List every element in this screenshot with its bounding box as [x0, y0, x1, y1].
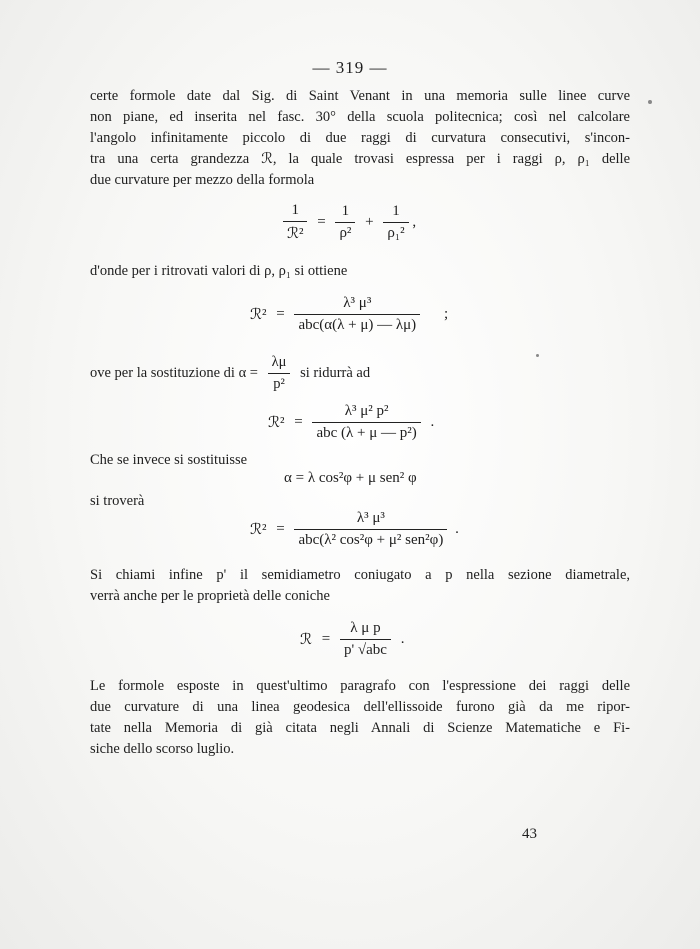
numerator: λ μ p: [350, 620, 381, 636]
denominator: ℛ²: [283, 221, 307, 243]
numerator: 1: [341, 203, 350, 219]
punctuation: ;: [443, 306, 449, 322]
text-line: Che se invece si sostituisse: [90, 452, 248, 468]
paragraph-instead: [90, 450, 630, 471]
equation-4: α = λ cos²φ + μ sen² φ: [284, 470, 417, 486]
equation-5: [250, 510, 459, 549]
plus-sign: +: [365, 214, 374, 230]
equals-sign: =: [294, 414, 303, 430]
denominator: ρ²: [335, 222, 355, 242]
fraction: [340, 620, 391, 659]
paragraph-intro: [90, 86, 630, 191]
text-line: si troverà: [90, 493, 145, 509]
numerator: λ³ μ³: [356, 510, 385, 526]
text-line: Le formole esposte in quest'ultimo paragrafo con l'espressione dei raggi delle: [90, 678, 630, 694]
paragraph-conclusion: [90, 676, 630, 760]
text-fragment: ove per la sostituzione di α =: [90, 365, 258, 381]
print-speck: [648, 100, 652, 104]
text-line: d'onde per i ritrovati valori di ρ, ρ₁ si ottiene: [90, 263, 348, 279]
fraction: [294, 510, 447, 549]
fraction: [268, 354, 291, 393]
numerator: λμ: [271, 354, 287, 370]
equation-2: [250, 295, 448, 334]
paragraph-conjugate: [90, 565, 630, 607]
denominator: abc (λ + μ — p²): [312, 422, 420, 442]
text-line: due curvature per mezzo della formola: [90, 172, 315, 188]
punctuation: .: [400, 631, 405, 647]
equals-sign: =: [317, 214, 326, 230]
denominator: p²: [268, 373, 291, 393]
text-line: Si chiami infine p' il semidiametro coniugato a p nella sezione diametrale,: [90, 567, 630, 583]
text-line: siche dello scorso luglio.: [90, 741, 235, 757]
denominator: abc(λ² cos²φ + μ² sen²φ): [294, 529, 447, 549]
equation-6: [300, 620, 404, 659]
fraction: [294, 295, 420, 334]
page-header-number: — 319 —: [312, 58, 388, 77]
paragraph-will-find: [90, 491, 630, 512]
text-line: non piane, ed inserita nel fasc. 30° della scuola politecnica; così nel calcolare: [90, 109, 630, 125]
equals-sign: =: [276, 306, 285, 322]
fraction: [335, 203, 355, 242]
equation-3: [268, 403, 434, 442]
numerator: λ³ μ³: [343, 295, 372, 311]
denominator: abc(α(λ + μ) — λμ): [294, 314, 420, 334]
denominator: p' √abc: [340, 639, 391, 659]
equals-sign: =: [321, 631, 331, 647]
numerator: 1: [392, 203, 400, 219]
punctuation: .: [455, 521, 459, 537]
text-line: tate nella Memoria di già citata negli Annali di Scienze Matematiche e Fi-: [90, 720, 630, 736]
punctuation: ,: [412, 214, 417, 230]
text-line: certe formole date dal Sig. di Saint Venant in una memoria sulle linee curve: [90, 88, 630, 104]
paragraph-substitution: [90, 354, 370, 393]
lhs: ℛ²: [250, 307, 267, 323]
signature-number: 43: [522, 826, 537, 842]
fraction: [283, 202, 307, 243]
print-speck: [536, 354, 539, 357]
text-line: verrà anche per le proprietà delle coniche: [90, 588, 330, 604]
punctuation: .: [430, 414, 435, 430]
paragraph-obtained: [90, 261, 630, 282]
text-fragment: si ridurrà ad: [300, 365, 371, 381]
numerator: 1: [291, 202, 299, 218]
lhs: ℛ²: [250, 522, 267, 538]
text-line: tra una certa grandezza ℛ, la quale trovasi espressa per i raggi ρ, ρ₁ delle: [90, 151, 630, 167]
denominator: ρ₁²: [383, 222, 408, 242]
numerator: λ³ μ² p²: [344, 403, 389, 419]
equals-sign: =: [276, 521, 285, 537]
equation-1: [283, 202, 416, 243]
fraction: [383, 203, 408, 242]
fraction: [312, 403, 420, 442]
text-line: due curvature di una linea geodesica dell'ellissoide furono già da me ripor-: [90, 699, 630, 715]
lhs: ℛ²: [268, 415, 285, 431]
text-line: l'angolo infinitamente piccolo di due raggi di curvatura consecutivi, s'incon-: [90, 130, 630, 146]
lhs: ℛ: [300, 632, 312, 648]
